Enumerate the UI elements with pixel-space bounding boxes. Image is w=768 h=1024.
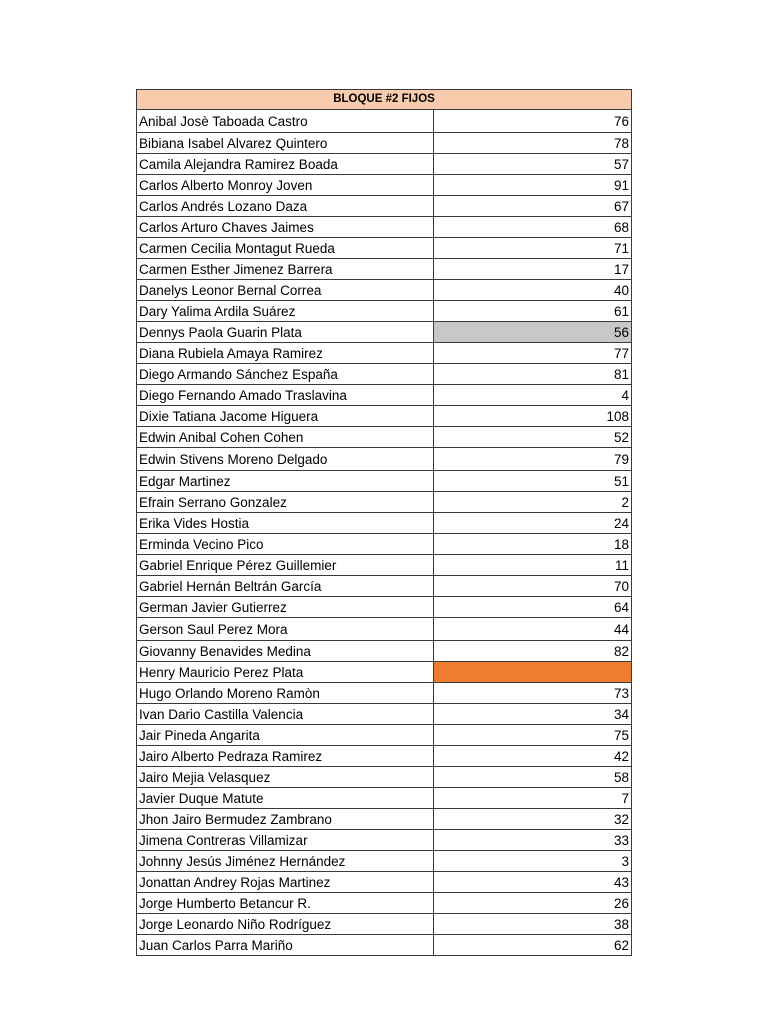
- name-cell[interactable]: Dary Yalima Ardila Suárez: [137, 301, 434, 322]
- table-row: [137, 704, 632, 725]
- header-row: [137, 90, 632, 110]
- name-cell[interactable]: Gabriel Enrique Pérez Guillemier: [137, 555, 434, 576]
- value-cell[interactable]: 73: [434, 683, 632, 704]
- name-cell[interactable]: Efrain Serrano Gonzalez: [137, 492, 434, 513]
- table-row: [137, 133, 632, 154]
- value-cell[interactable]: 62: [434, 935, 632, 956]
- name-cell[interactable]: Giovanny Benavides Medina: [137, 641, 434, 662]
- value-cell[interactable]: 77: [434, 343, 632, 364]
- name-cell[interactable]: Juan Carlos Parra Mariño: [137, 935, 434, 956]
- name-cell[interactable]: Jonattan Andrey Rojas Martinez: [137, 872, 434, 893]
- name-cell[interactable]: Carmen Esther Jimenez Barrera: [137, 259, 434, 280]
- value-cell[interactable]: 64: [434, 597, 632, 618]
- table-row: [137, 259, 632, 280]
- value-cell[interactable]: 34: [434, 704, 632, 725]
- table-row: [137, 492, 632, 513]
- name-cell[interactable]: Edwin Anibal Cohen Cohen: [137, 427, 434, 448]
- table-row: [137, 555, 632, 576]
- table-row: [137, 576, 632, 597]
- value-cell[interactable]: 68: [434, 217, 632, 238]
- value-cell[interactable]: 43: [434, 872, 632, 893]
- table-row: [137, 872, 632, 893]
- spreadsheet-table: [136, 89, 632, 956]
- value-cell[interactable]: 38: [434, 914, 632, 935]
- table-row: [137, 513, 632, 534]
- name-cell[interactable]: Edwin Stivens Moreno Delgado: [137, 448, 434, 471]
- value-cell[interactable]: 4: [434, 385, 632, 406]
- value-cell[interactable]: 52: [434, 427, 632, 448]
- name-cell[interactable]: Bibiana Isabel Alvarez Quintero: [137, 133, 434, 154]
- value-cell[interactable]: 3: [434, 851, 632, 872]
- highlighted-value-cell[interactable]: 56: [434, 322, 632, 343]
- name-cell[interactable]: Carlos Alberto Monroy Joven: [137, 175, 434, 196]
- name-cell[interactable]: Jair Pineda Angarita: [137, 725, 434, 746]
- value-cell[interactable]: 26: [434, 893, 632, 914]
- name-cell[interactable]: German Javier Gutierrez: [137, 597, 434, 618]
- name-cell[interactable]: Jorge Humberto Betancur R.: [137, 893, 434, 914]
- value-cell[interactable]: 51: [434, 471, 632, 492]
- name-cell[interactable]: Hugo Orlando Moreno Ramòn: [137, 683, 434, 704]
- table-row: [137, 830, 632, 851]
- table-row: [137, 534, 632, 555]
- table-row: [137, 154, 632, 175]
- value-cell[interactable]: 57: [434, 154, 632, 175]
- table-row: [137, 238, 632, 259]
- value-cell[interactable]: 11: [434, 555, 632, 576]
- table-row: [137, 343, 632, 364]
- table-row: [137, 641, 632, 662]
- value-cell[interactable]: 76: [434, 110, 632, 133]
- value-cell[interactable]: 82: [434, 641, 632, 662]
- highlighted-value-cell[interactable]: [434, 662, 632, 683]
- name-cell[interactable]: Carmen Cecilia Montagut Rueda: [137, 238, 434, 259]
- table-row: [137, 746, 632, 767]
- table-row: [137, 597, 632, 618]
- table-row: [137, 893, 632, 914]
- table-row: [137, 175, 632, 196]
- name-cell[interactable]: Erminda Vecino Pico: [137, 534, 434, 555]
- table-row: [137, 683, 632, 704]
- table-row: [137, 322, 632, 343]
- value-cell[interactable]: 7: [434, 788, 632, 809]
- name-cell[interactable]: Anibal Josè Taboada Castro: [137, 110, 434, 133]
- name-cell[interactable]: Erika Vides Hostia: [137, 513, 434, 534]
- name-cell[interactable]: Diego Fernando Amado Traslavina: [137, 385, 434, 406]
- name-cell[interactable]: Diego Armando Sánchez España: [137, 364, 434, 385]
- value-cell[interactable]: 81: [434, 364, 632, 385]
- value-cell[interactable]: 24: [434, 513, 632, 534]
- table-row: [137, 767, 632, 788]
- value-cell[interactable]: 79: [434, 448, 632, 471]
- table-row: [137, 280, 632, 301]
- table-row: [137, 851, 632, 872]
- value-cell[interactable]: 78: [434, 133, 632, 154]
- value-cell[interactable]: 18: [434, 534, 632, 555]
- name-cell[interactable]: Jairo Mejia Velasquez: [137, 767, 434, 788]
- name-cell[interactable]: Gerson Saul Perez Mora: [137, 618, 434, 641]
- block-header-cell[interactable]: BLOQUE #2 FIJOS: [137, 90, 632, 110]
- table-row: [137, 364, 632, 385]
- table-row: [137, 110, 632, 133]
- table-row: [137, 217, 632, 238]
- table-row: [137, 385, 632, 406]
- value-cell[interactable]: 75: [434, 725, 632, 746]
- value-cell[interactable]: 40: [434, 280, 632, 301]
- name-cell[interactable]: Carlos Arturo Chaves Jaimes: [137, 217, 434, 238]
- name-cell[interactable]: Ivan Dario Castilla Valencia: [137, 704, 434, 725]
- table-row: [137, 301, 632, 322]
- name-cell[interactable]: Gabriel Hernán Beltrán García: [137, 576, 434, 597]
- value-cell[interactable]: 44: [434, 618, 632, 641]
- table-row: [137, 406, 632, 427]
- name-cell[interactable]: Diana Rubiela Amaya Ramirez: [137, 343, 434, 364]
- value-cell[interactable]: 61: [434, 301, 632, 322]
- value-cell[interactable]: 32: [434, 809, 632, 830]
- name-cell[interactable]: Jorge Leonardo Niño Rodríguez: [137, 914, 434, 935]
- table-row: [137, 471, 632, 492]
- value-cell[interactable]: 108: [434, 406, 632, 427]
- table-row: [137, 809, 632, 830]
- value-cell[interactable]: 42: [434, 746, 632, 767]
- value-cell[interactable]: 33: [434, 830, 632, 851]
- name-cell[interactable]: Jhon Jairo Bermudez Zambrano: [137, 809, 434, 830]
- name-cell[interactable]: Henry Mauricio Perez Plata: [137, 662, 434, 683]
- table-row: [137, 662, 632, 683]
- name-cell[interactable]: Camila Alejandra Ramirez Boada: [137, 154, 434, 175]
- value-cell[interactable]: 70: [434, 576, 632, 597]
- table-row: [137, 725, 632, 746]
- value-cell[interactable]: 2: [434, 492, 632, 513]
- table-row: [137, 788, 632, 809]
- value-cell[interactable]: 71: [434, 238, 632, 259]
- value-cell[interactable]: 91: [434, 175, 632, 196]
- name-cell[interactable]: Danelys Leonor Bernal Correa: [137, 280, 434, 301]
- table-row: [137, 935, 632, 956]
- table-row: [137, 196, 632, 217]
- name-cell[interactable]: Johnny Jesús Jiménez Hernández: [137, 851, 434, 872]
- value-cell[interactable]: 58: [434, 767, 632, 788]
- name-cell[interactable]: Dixie Tatiana Jacome Higuera: [137, 406, 434, 427]
- name-cell[interactable]: Edgar Martinez: [137, 471, 434, 492]
- table-row: [137, 427, 632, 448]
- table-row: [137, 914, 632, 935]
- name-cell[interactable]: Dennys Paola Guarin Plata: [137, 322, 434, 343]
- table-row: [137, 448, 632, 471]
- value-cell[interactable]: 17: [434, 259, 632, 280]
- name-cell[interactable]: Jairo Alberto Pedraza Ramirez: [137, 746, 434, 767]
- table-row: [137, 618, 632, 641]
- value-cell[interactable]: 67: [434, 196, 632, 217]
- name-cell[interactable]: Carlos Andrés Lozano Daza: [137, 196, 434, 217]
- name-cell[interactable]: Javier Duque Matute: [137, 788, 434, 809]
- name-cell[interactable]: Jimena Contreras Villamizar: [137, 830, 434, 851]
